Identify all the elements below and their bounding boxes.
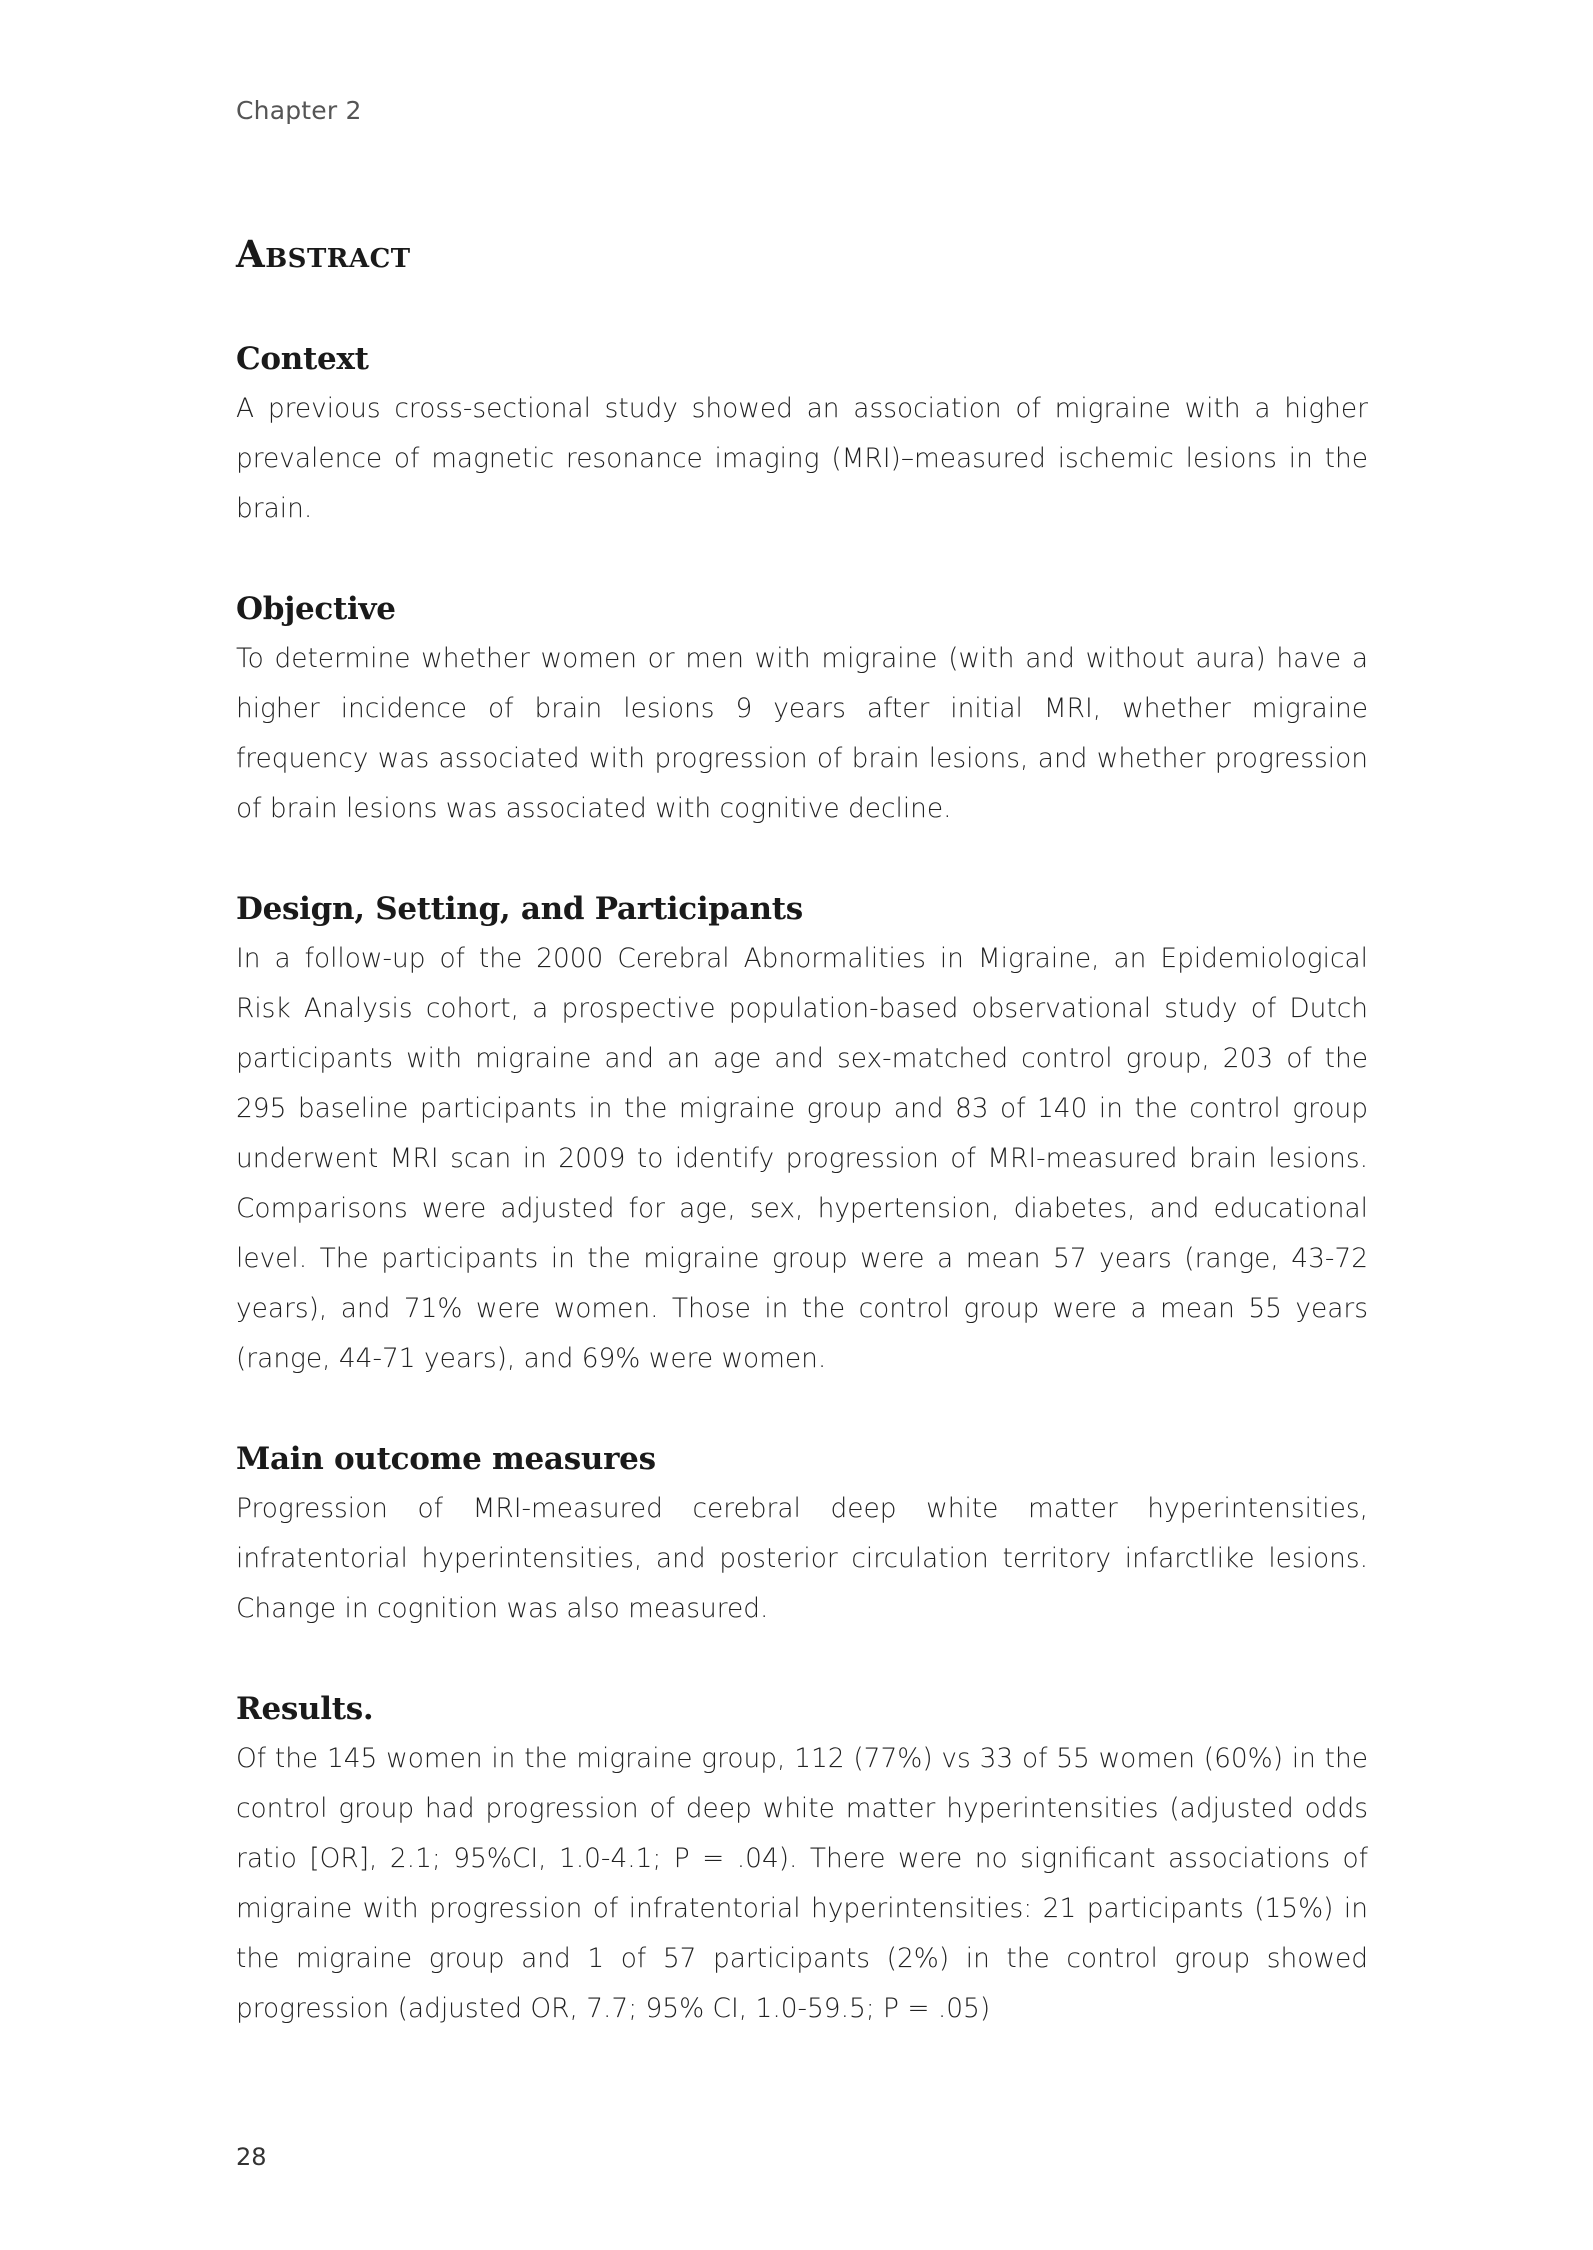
- section-text: In a follow-up of the 2000 Cerebral Abnormalities in Migraine, an Epidemiological Risk Analysis cohort, a prospective population-based observational study of Dutch participants with migraine and an age and sex-matched control group, 203 of the 295 baseline participants in the migraine group and 83 of 140 in the control group underwent MRI scan in 2009 to identify progression of MRI-measured brain lesions. Comparisons were adjusted for age, sex, hypertension, diabetes, and educational level. The participants in the migraine group were a mean 57 years (range, 43-72 years), and 71% were women. Those in the control group were a mean 55 years (range, 44-71 years), and 69% were women.: [236, 943, 1368, 1374]
- section-results: [236, 1684, 1368, 2034]
- section-text: Of the 145 women in the migraine group, 112 (77%) vs 33 of 55 women (60%) in the control group had progression of deep white matter hyperintensities (adjusted odds ratio [OR], 2.1; 95%CI, 1.0-4.1; P = .04). There were no significant associations of migraine with progression of infratentorial hyperintensities: 21 participants (15%) in the migraine group and 1 of 57 participants (2%) in the control group showed progression (adjusted OR, 7.7; 95% CI, 1.0-59.5; P = .05): [236, 1743, 1368, 2024]
- section-heading: Design, Setting, and Participants: [236, 891, 803, 927]
- running-head: Chapter 2: [236, 96, 362, 125]
- section-heading: Context: [236, 341, 369, 377]
- section-objective: [236, 584, 1368, 834]
- section-text: Progression of MRI-measured cerebral deep white matter hyperintensities, infratentorial hyperintensities, and posterior circulation territory infarctlike lesions. Change in cognition was also measured.: [236, 1493, 1368, 1624]
- section-design-setting-participants: [236, 884, 1368, 1384]
- section-main-outcome-measures: [236, 1434, 1368, 1634]
- abstract-body: [236, 334, 1368, 2084]
- page-number: 28: [236, 2143, 267, 2171]
- section-context: [236, 334, 1368, 534]
- section-heading: Objective: [236, 591, 396, 627]
- section-heading: Main outcome measures: [236, 1441, 656, 1477]
- abstract-title: Abstract: [236, 232, 411, 276]
- section-heading: Results.: [236, 1691, 374, 1727]
- section-text: A previous cross-sectional study showed an association of migraine with a higher prevalence of magnetic resonance imaging (MRI)–measured ischemic lesions in the brain.: [236, 393, 1368, 524]
- section-text: To determine whether women or men with migraine (with and without aura) have a higher incidence of brain lesions 9 years after initial MRI, whether migraine frequency was associated with progression of brain lesions, and whether progression of brain lesions was associated with cognitive decline.: [236, 643, 1368, 824]
